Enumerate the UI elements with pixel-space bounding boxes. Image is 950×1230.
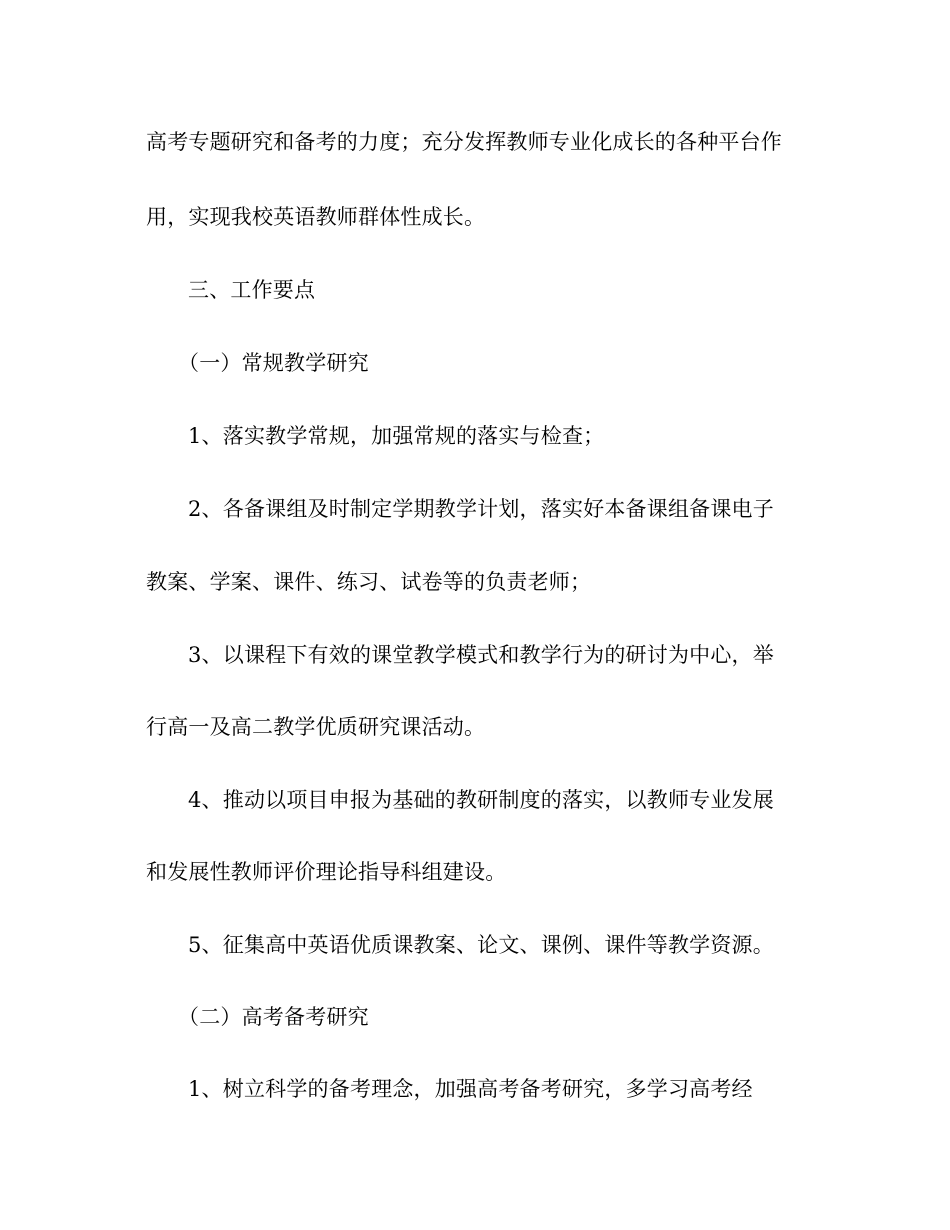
list-item: 5、征集高中英语优质课教案、论文、课例、课件等教学资源。	[188, 933, 774, 957]
subsection-heading: （一）常规教学研究	[178, 351, 369, 375]
paragraph-line: 用，实现我校英语教师群体性成长。	[146, 205, 486, 229]
paragraph-line: 教案、学案、课件、练习、试卷等的负责老师；	[146, 570, 592, 594]
list-item: 4、推动以项目申报为基础的教研制度的落实，以教师专业发展	[188, 788, 774, 812]
paragraph-line: 行高一及高二教学优质研究课活动。	[146, 715, 486, 739]
section-heading: 三、工作要点	[188, 278, 316, 302]
subsection-heading: （二）高考备考研究	[178, 1005, 369, 1029]
paragraph-line: 和发展性教师评价理论指导科组建设。	[146, 860, 507, 884]
list-item: 1、落实教学常规，加强常规的落实与检查；	[188, 424, 605, 448]
paragraph-line: 高考专题研究和备考的力度；充分发挥教师专业化成长的各种平台作	[146, 130, 782, 154]
list-item: 3、以课程下有效的课堂教学模式和教学行为的研讨为中心，举	[188, 643, 774, 667]
list-item: 1、树立科学的备考理念，加强高考备考研究，多学习高考经	[188, 1077, 753, 1101]
list-item: 2、各备课组及时制定学期教学计划，落实好本备课组备课电子	[188, 497, 774, 521]
